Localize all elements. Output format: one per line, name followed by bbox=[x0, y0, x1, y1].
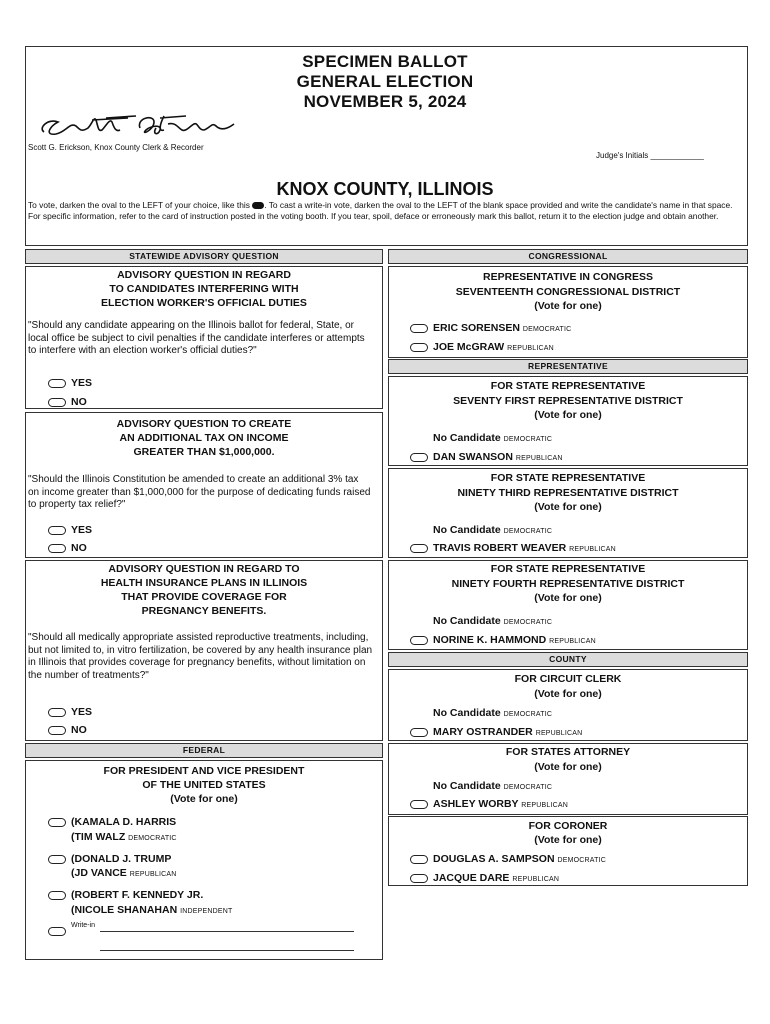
attorney-head-2: (Vote for one) bbox=[534, 761, 602, 773]
coroner-head-1: FOR CORONER bbox=[528, 820, 608, 832]
worby-option[interactable]: ASHLEY WORBY REPUBLICAN bbox=[410, 798, 568, 810]
q2-text: "Should the Illinois Constitution be amended to create an additional 3% tax on income greater than $1,000,000 for the purpose of dedicating funds raised to property tax relief?" bbox=[28, 474, 371, 511]
voting-instructions: To vote, darken the oval to the LEFT of your choice, like this . To cast a write-in vote, darken the oval to the LEFT of the blank space provided and write the candidate's name in that space. For specific information, refer to the card of instruction posted in the voting booth. If you tear, spoil, deface or erroneously mark this ballot, return it to the election judge and obtain another. bbox=[28, 200, 733, 222]
county-bar: COUNTY bbox=[388, 652, 748, 667]
q3-no-option[interactable]: NO bbox=[48, 724, 87, 736]
swanson-oval[interactable] bbox=[410, 453, 428, 462]
rep94-head-3: (Vote for one) bbox=[534, 592, 602, 604]
congressional-bar: CONGRESSIONAL bbox=[388, 249, 748, 264]
q3-text: "Should all medically appropriate assisted reproductive treatments, including, but not limited to, in vitro fertilization, be covered by any health insurance plan in Illinois that provides coverage for pregnancy benefits, without limitation on the number of treatments?" bbox=[28, 632, 373, 681]
rep93-head-1: FOR STATE REPRESENTATIVE bbox=[490, 472, 646, 484]
clerk-head-2: (Vote for one) bbox=[534, 688, 602, 700]
filled-oval-example bbox=[252, 202, 264, 209]
q2-head-2: AN ADDITIONAL TAX ON INCOME bbox=[119, 432, 289, 444]
kennedy-option[interactable]: (ROBERT F. KENNEDY JR. bbox=[48, 889, 203, 901]
ballot-title-line-3: NOVEMBER 5, 2024 bbox=[303, 92, 467, 111]
mcgraw-oval[interactable] bbox=[410, 343, 428, 352]
q2-head-3: GREATER THAN $1,000,000. bbox=[133, 446, 275, 458]
clerk-head-1: FOR CIRCUIT CLERK bbox=[514, 673, 622, 685]
congress-head-1: REPRESENTATIVE IN CONGRESS bbox=[483, 271, 653, 283]
rep71-no-candidate: No Candidate DEMOCRATIC bbox=[433, 432, 553, 444]
sampson-oval[interactable] bbox=[410, 855, 428, 864]
q1-head-1: ADVISORY QUESTION IN REGARD bbox=[117, 269, 291, 281]
president-head-1: FOR PRESIDENT AND VICE PRESIDENT bbox=[103, 765, 305, 777]
president-head-2: OF THE UNITED STATES bbox=[142, 779, 266, 791]
clerk-no-candidate: No Candidate DEMOCRATIC bbox=[433, 707, 553, 719]
kennedy-oval[interactable] bbox=[48, 891, 66, 900]
rep93-head-3: (Vote for one) bbox=[534, 501, 602, 513]
county-title: KNOX COUNTY, ILLINOIS bbox=[276, 179, 494, 199]
ostrander-option[interactable]: MARY OSTRANDER REPUBLICAN bbox=[410, 726, 582, 738]
dare-option[interactable]: JACQUE DARE REPUBLICAN bbox=[410, 872, 559, 884]
congress-head-2: SEVENTEENTH CONGRESSIONAL DISTRICT bbox=[455, 286, 681, 298]
congress-head-3: (Vote for one) bbox=[534, 300, 602, 312]
q3-head-3: THAT PROVIDE COVERAGE FOR bbox=[121, 591, 287, 603]
trump-option[interactable]: (DONALD J. TRUMP bbox=[48, 853, 171, 865]
q3-head-2: HEALTH INSURANCE PLANS IN ILLINOIS bbox=[100, 577, 308, 589]
shanahan-line: (NICOLE SHANAHAN INDEPENDENT bbox=[71, 904, 233, 916]
ostrander-oval[interactable] bbox=[410, 728, 428, 737]
statewide-bar: STATEWIDE ADVISORY QUESTION bbox=[25, 249, 383, 264]
worby-oval[interactable] bbox=[410, 800, 428, 809]
trump-oval[interactable] bbox=[48, 855, 66, 864]
q3-yes-option[interactable]: YES bbox=[48, 706, 92, 718]
judge-initials: Judge's Initials ____________ bbox=[596, 151, 704, 160]
q1-text: "Should any candidate appearing on the Illinois ballot for federal, State, or local office be subject to civil penalties if the candidate interferes or attempts to interfere with an election worker's official duties?" bbox=[28, 320, 365, 357]
weaver-oval[interactable] bbox=[410, 544, 428, 553]
rep94-head-1: FOR STATE REPRESENTATIVE bbox=[490, 563, 646, 575]
attorney-head-1: FOR STATES ATTORNEY bbox=[505, 746, 631, 758]
rep71-head-3: (Vote for one) bbox=[534, 409, 602, 421]
harris-option[interactable]: (KAMALA D. HARRIS bbox=[48, 816, 176, 828]
ballot-title-line-1: SPECIMEN BALLOT bbox=[302, 52, 468, 71]
president-head-3: (Vote for one) bbox=[170, 793, 238, 805]
harris-oval[interactable] bbox=[48, 818, 66, 827]
clerk-name: Scott G. Erickson, Knox County Clerk & Recorder bbox=[28, 143, 204, 152]
q1-head-3: ELECTION WORKER'S OFFICIAL DUTIES bbox=[101, 297, 307, 309]
attorney-no-candidate: No Candidate DEMOCRATIC bbox=[433, 780, 553, 792]
writein-line-2[interactable] bbox=[100, 950, 354, 951]
q1-yes-oval[interactable] bbox=[48, 379, 66, 388]
q2-no-option[interactable]: NO bbox=[48, 542, 87, 554]
writein-line-1[interactable] bbox=[100, 931, 354, 932]
q2-yes-option[interactable]: YES bbox=[48, 524, 92, 536]
q3-head-1: ADVISORY QUESTION IN REGARD TO bbox=[108, 563, 300, 575]
q1-no-option[interactable]: NO bbox=[48, 396, 87, 408]
q2-no-oval[interactable] bbox=[48, 544, 66, 553]
rep71-head-1: FOR STATE REPRESENTATIVE bbox=[490, 380, 646, 392]
writein-label: Write-in bbox=[71, 922, 95, 929]
q2-head-1: ADVISORY QUESTION TO CREATE bbox=[116, 418, 292, 430]
weaver-option[interactable]: TRAVIS ROBERT WEAVER REPUBLICAN bbox=[410, 542, 616, 554]
hammond-option[interactable]: NORINE K. HAMMOND REPUBLICAN bbox=[410, 634, 596, 646]
q3-no-oval[interactable] bbox=[48, 726, 66, 735]
swanson-option[interactable]: DAN SWANSON REPUBLICAN bbox=[410, 451, 563, 463]
q3-head-4: PREGNANCY BENEFITS. bbox=[141, 605, 267, 617]
clerk-signature bbox=[36, 108, 246, 144]
mcgraw-option[interactable]: JOE McGRAW REPUBLICAN bbox=[410, 341, 554, 353]
q3-yes-oval[interactable] bbox=[48, 708, 66, 717]
q2-yes-oval[interactable] bbox=[48, 526, 66, 535]
rep93-no-candidate: No Candidate DEMOCRATIC bbox=[433, 524, 553, 536]
rep71-head-2: SEVENTY FIRST REPRESENTATIVE DISTRICT bbox=[453, 395, 683, 407]
rep94-no-candidate: No Candidate DEMOCRATIC bbox=[433, 615, 553, 627]
sorensen-option[interactable]: ERIC SORENSEN DEMOCRATIC bbox=[410, 322, 571, 334]
sorensen-oval[interactable] bbox=[410, 324, 428, 333]
sampson-option[interactable]: DOUGLAS A. SAMPSON DEMOCRATIC bbox=[410, 853, 606, 865]
vance-line: (JD VANCE REPUBLICAN bbox=[71, 867, 177, 879]
rep93-head-2: NINETY THIRD REPRESENTATIVE DISTRICT bbox=[457, 487, 679, 499]
q1-yes-option[interactable]: YES bbox=[48, 377, 92, 389]
rep94-head-2: NINETY FOURTH REPRESENTATIVE DISTRICT bbox=[451, 578, 685, 590]
writein-oval[interactable] bbox=[48, 927, 66, 936]
writein-option[interactable] bbox=[48, 925, 71, 937]
ballot-title-line-2: GENERAL ELECTION bbox=[296, 72, 474, 91]
hammond-oval[interactable] bbox=[410, 636, 428, 645]
coroner-head-2: (Vote for one) bbox=[534, 834, 602, 846]
q1-head-2: TO CANDIDATES INTERFERING WITH bbox=[109, 283, 299, 295]
representative-bar: REPRESENTATIVE bbox=[388, 359, 748, 374]
walz-line: (TIM WALZ DEMOCRATIC bbox=[71, 831, 177, 843]
federal-bar: FEDERAL bbox=[25, 743, 383, 758]
dare-oval[interactable] bbox=[410, 874, 428, 883]
q1-no-oval[interactable] bbox=[48, 398, 66, 407]
